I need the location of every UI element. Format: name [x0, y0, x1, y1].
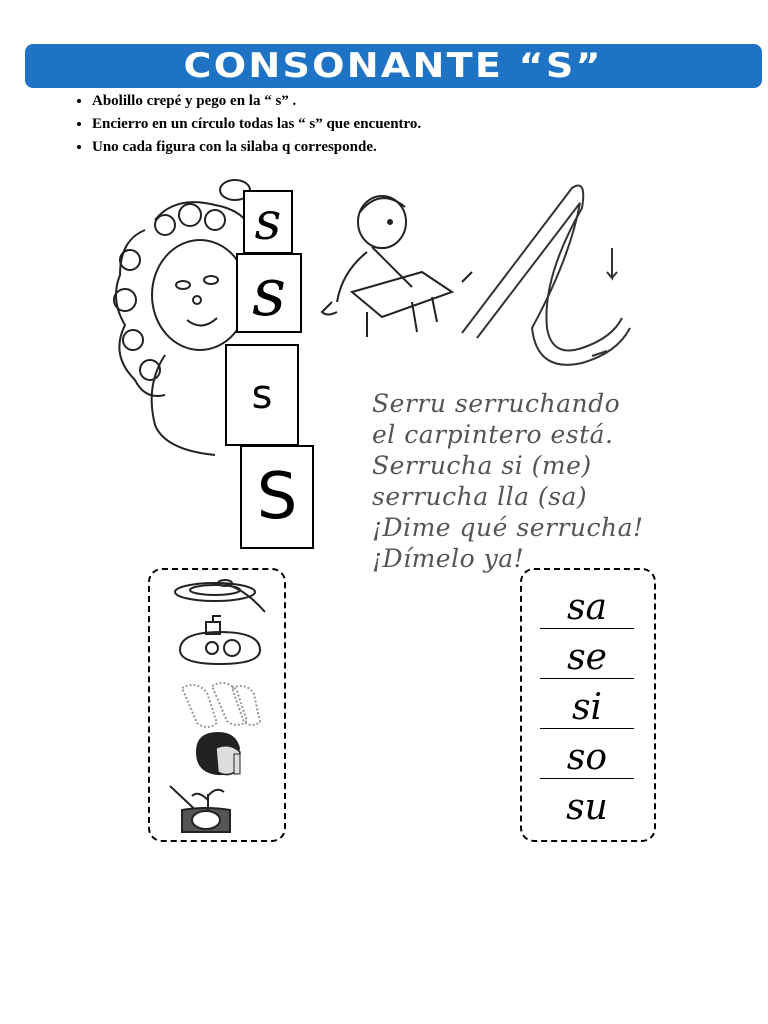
letter-block-print-small: s	[225, 344, 299, 446]
pictures-panel	[148, 568, 286, 842]
title-banner	[25, 44, 762, 88]
poem-line: Serrucha si (me)	[372, 451, 592, 480]
page-title: CONSONANTE “S”	[183, 46, 604, 86]
poem-line: el carpintero está.	[372, 420, 614, 449]
poem-text	[372, 388, 662, 574]
letter-block-cursive-large: s	[236, 253, 302, 333]
letter-block-cursive-small: s	[243, 190, 293, 254]
syllables-panel	[520, 568, 656, 842]
instruction-item: • Abolillo crepé y pego en la “ s” .	[92, 90, 421, 113]
cursive-s-tracing	[452, 178, 632, 373]
syllable-se[interactable]: se	[540, 638, 634, 679]
silence-boy-icon[interactable]	[186, 730, 252, 780]
poem-line: ¡Dímelo ya!	[372, 544, 525, 573]
poem-line: ¡Dime qué serrucha!	[372, 513, 644, 542]
syllable-so[interactable]: so	[540, 738, 634, 779]
instructions-list	[62, 90, 421, 159]
syllable-si[interactable]: si	[540, 688, 634, 729]
poem-line: serrucha lla (sa)	[372, 482, 588, 511]
sandals-icon[interactable]	[172, 678, 264, 728]
syllable-su[interactable]: su	[566, 787, 608, 828]
instruction-item: • Uno cada figura con la silaba q corresponde.	[92, 136, 421, 159]
letter-block-print-capital: S	[240, 445, 314, 549]
syllable-sa[interactable]: sa	[540, 588, 634, 629]
instruction-item: • Encierro en un círculo todas las “ s” que encuentro.	[92, 113, 421, 136]
submarine-icon[interactable]	[172, 614, 264, 670]
seed-sprout-icon[interactable]	[168, 782, 244, 836]
poem-line: Serru serruchando	[372, 389, 621, 418]
soup-bowl-icon[interactable]	[170, 574, 270, 614]
